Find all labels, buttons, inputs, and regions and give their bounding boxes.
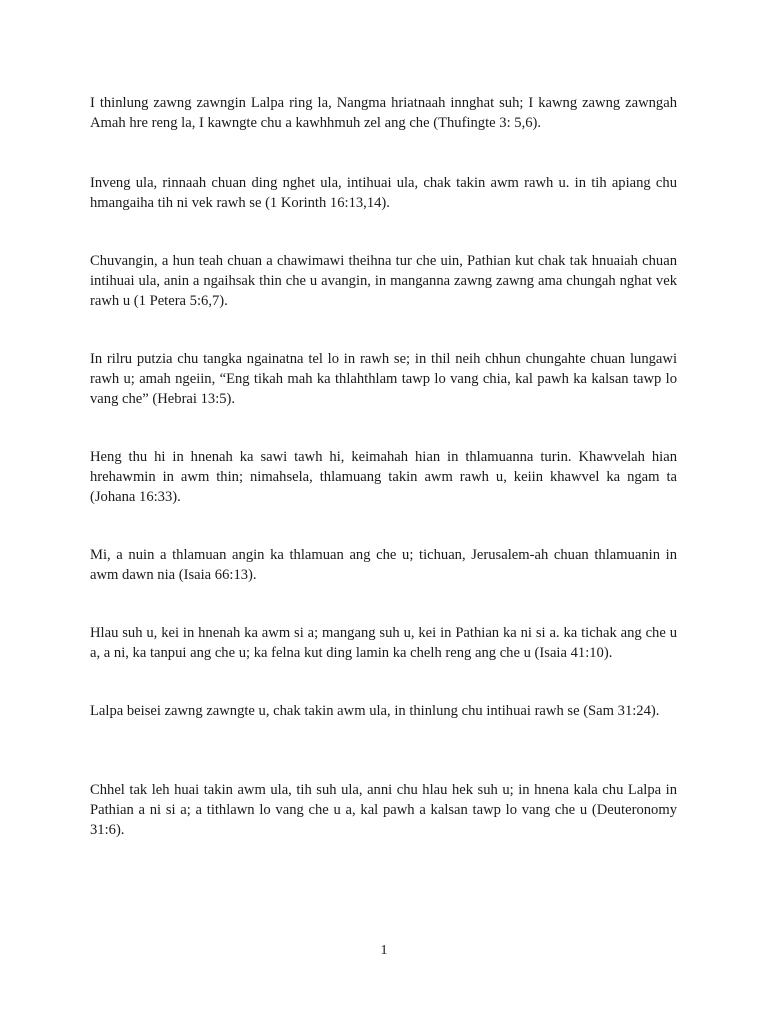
verse-paragraph-6: Mi, a nuin a thlamuan angin ka thlamuan ang che u; tichuan, Jerusalem-ah chuan thlamuanin in awm dawn nia (Isaia 66:13). xyxy=(90,547,677,583)
verse-paragraph-1: I thinlung zawng zawngin Lalpa ring la, Nangma hriatnaah innghat suh; I kawng zawng zawngah Amah hre reng la, I kawngte chu a kawhhmuh zel ang che (Thufingte 3: 5,6). xyxy=(90,95,677,131)
verse-paragraph-2: Inveng ula, rinnaah chuan ding nghet ula, intihuai ula, chak takin awm rawh u. in tih apiang chu hmangaiha tih ni vek rawh se (1 Korinth 16:13,14). xyxy=(90,175,677,211)
page-number: 1 xyxy=(380,943,388,958)
verse-paragraph-3: Chuvangin, a hun teah chuan a chawimawi theihna tur che uin, Pathian kut chak tak hnuaiah chuan intihuai ula, anin a ngaihsak thin che u avangin, in manganna zawng zawng ama chungah nghat vek rawh u (1 Petera 5:6,7). xyxy=(90,253,677,309)
verse-paragraph-7: Hlau suh u, kei in hnenah ka awm si a; mangang suh u, kei in Pathian ka ni si a. ka tichak ang che u a, a ni, ka tanpui ang che u; ka felna kut ding lamin ka chelh reng ang che u (Isaia 41:10). xyxy=(90,625,677,661)
verse-paragraph-8: Lalpa beisei zawng zawngte u, chak takin awm ula, in thinlung chu intihuai rawh se (Sam 31:24). xyxy=(90,703,660,719)
verse-paragraph-4: In rilru putzia chu tangka ngainatna tel lo in rawh se; in thil neih chhun chungahte chuan lungawi rawh u; amah ngeiin, “Eng tikah mah ka thlahthlam tawp lo vang chia, kal pawh ka kalsan tawp lo vang che” (Hebrai 13:5). xyxy=(90,351,677,407)
verse-paragraph-5: Heng thu hi in hnenah ka sawi tawh hi, keimahah hian in thlamuanna turin. Khawvelah hian hrehawmin in awm thin; nimahsela, thlamuang takin awm rawh u, keiin khawvel ka ngam ta (Johana 16:33). xyxy=(90,449,677,505)
verse-paragraph-9: Chhel tak leh huai takin awm ula, tih suh ula, anni chu hlau hek suh u; in hnena kala chu Lalpa in Pathian a ni si a; a tithlawn lo vang che u a, kal pawh a kalsan tawp lo vang che u (Deuteronomy 31:6). xyxy=(90,782,677,838)
